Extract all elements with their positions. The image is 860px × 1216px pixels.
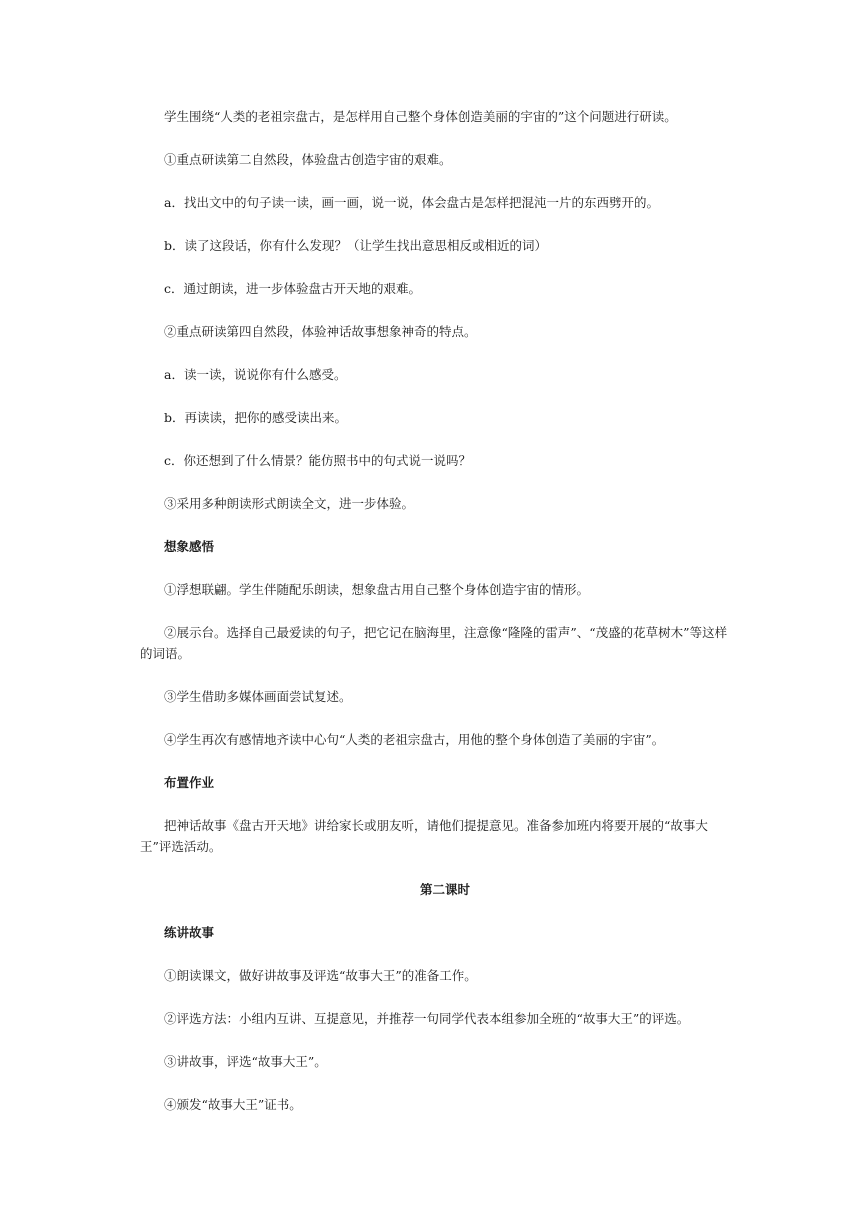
paragraph-imagine-1: ①浮想联翩。学生伴随配乐朗读，想象盘古用自己整个身体创造宇宙的情形。 xyxy=(164,582,590,597)
paragraph-imagine-3: ③学生借助多媒体画面尝试复述。 xyxy=(164,689,352,704)
paragraph-step-2b: b．再读读，把你的感受读出来。 xyxy=(164,410,348,425)
paragraph-story-1: ①朗读课文，做好讲故事及评选“故事大王”的准备工作。 xyxy=(164,968,477,983)
lesson-title: 第二课时 xyxy=(419,882,470,897)
paragraph-story-3: ③讲故事，评选“故事大王”。 xyxy=(164,1054,327,1069)
paragraph-step-1c: c．通过朗读，进一步体验盘古开天地的艰难。 xyxy=(164,281,422,296)
paragraph-intro: 学生围绕“人类的老祖宗盘古，是怎样用自己整个身体创造美丽的宇宙的”这个问题进行研读。 xyxy=(164,109,677,124)
paragraph-story-4: ④颁发“故事大王”证书。 xyxy=(164,1097,302,1112)
paragraph-step-2: ②重点研读第四自然段，体验神话故事想象神奇的特点。 xyxy=(164,324,477,339)
paragraph-story-2: ②评选方法：小组内互讲、互提意见，并推荐一句同学代表本组参加全班的“故事大王”的评选。 xyxy=(164,1011,690,1026)
paragraph-imagine-2: ②展示台。选择自己最爱读的句子，把它记在脑海里，注意像“隆隆的雷声”、“茂盛的花草树木”等这样的词语。 xyxy=(140,625,728,661)
paragraph-step-1: ①重点研读第二自然段，体验盘古创造宇宙的艰难。 xyxy=(164,152,452,167)
paragraph-step-3: ③采用多种朗读形式朗读全文，进一步体验。 xyxy=(164,496,415,511)
section-heading-imagine: 想象感悟 xyxy=(164,539,215,554)
paragraph-step-1b: b．读了这段话，你有什么发现？（让学生找出意思相反或相近的词） xyxy=(164,238,548,253)
paragraph-imagine-4: ④学生再次有感情地齐读中心句“人类的老祖宗盘古，用他的整个身体创造了美丽的宇宙”。 xyxy=(164,732,665,747)
section-heading-homework: 布置作业 xyxy=(164,775,215,790)
paragraph-homework: 把神话故事《盘古开天地》讲给家长或朋友听，请他们提提意见。准备参加班内将要开展的“故事大王”评选活动。 xyxy=(140,818,708,854)
paragraph-step-1a: a．找出文中的句子读一读，画一画，说一说，体会盘古是怎样把混沌一片的东西劈开的。 xyxy=(164,195,659,210)
paragraph-step-2a: a．读一读，说说你有什么感受。 xyxy=(164,367,347,382)
paragraph-step-2c: c．你还想到了什么情景？能仿照书中的句式说一说吗？ xyxy=(164,453,472,468)
section-heading-storytelling: 练讲故事 xyxy=(164,925,215,940)
